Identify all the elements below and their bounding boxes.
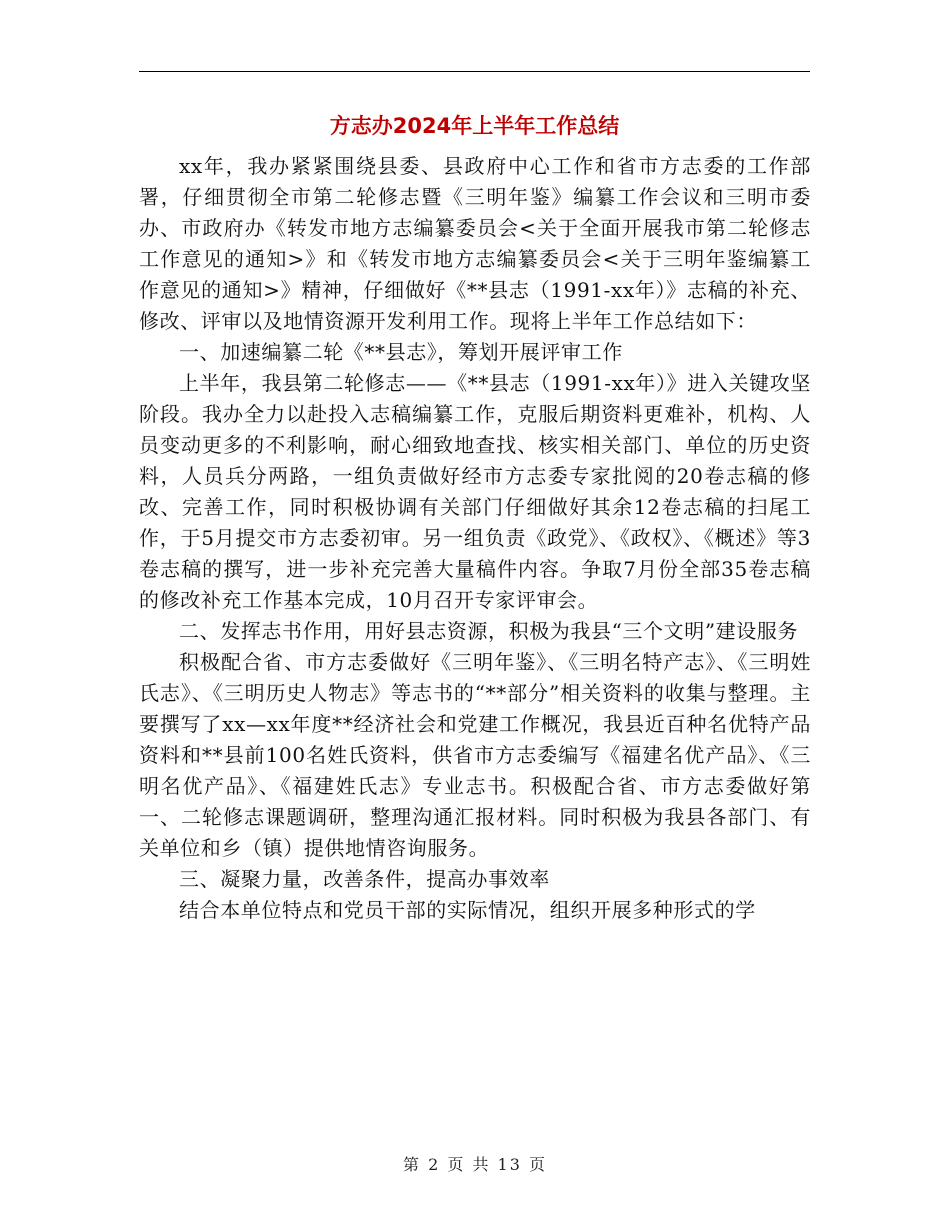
page-number: 第 2 页 共 13 页 (403, 1155, 547, 1174)
section-2-paragraph: 积极配合省、市方志委做好《三明年鉴》、《三明名特产志》、《三明姓氏志》、《三明历史人物志》等志书的“**部分”相关资料的收集与整理。主要撰写了xx—xx年度**经济社会和党建工作概况，我县近百种名优特产品资料和**县前100名姓氏资料，供省市方志委编写《福建名优产品》、《三明名优产品》、《福建姓氏志》专业志书。积极配合省、市方志委做好第一、二轮修志课题调研，整理沟通汇报材料。同时积极为我县各部门、有关单位和乡（镇）提供地情咨询服务。 (139, 650, 811, 860)
document-title: 方志办2024年上半年工作总结 (329, 114, 620, 138)
section-heading-3: 三、凝聚力量，改善条件，提高办事效率 (179, 867, 550, 891)
section-3-paragraph: 结合本单位特点和党员干部的实际情况，组织开展多种形式的学 (179, 898, 756, 922)
section-heading-2: 二、发挥志书作用，用好县志资源，积极为我县“三个文明”建设服务 (179, 619, 799, 643)
header-rule (139, 71, 810, 72)
document-body (139, 151, 811, 926)
section-1-paragraph: 上半年，我县第二轮修志——《**县志（1991-xx年）》进入关键攻坚阶段。我办全力以赴投入志稿编纂工作，克服后期资料更难补，机构、人员变动更多的不利影响，耐心细致地查找、核实相关部门、单位的历史资料，人员兵分两路，一组负责做好经市方志委专家批阅的20卷志稿的修改、完善工作，同时积极协调有关部门仔细做好其余12卷志稿的扫尾工作，于5月提交市方志委初审。另一组负责《政党》、《政权》、《概述》等3卷志稿的撰写，进一步补充完善大量稿件内容。争取7月份全部35卷志稿的修改补充工作基本完成，10月召开专家评审会。 (139, 371, 811, 612)
section-heading-1: 一、加速编纂二轮《**县志》，筹划开展评审工作 (179, 340, 623, 364)
intro-paragraph: xx年，我办紧紧围绕县委、县政府中心工作和省市方志委的工作部署，仔细贯彻全市第二轮修志暨《三明年鉴》编纂工作会议和三明市委办、市政府办《转发市地方志编纂委员会<关于全面开展我市第二轮修志工作意见的通知>》和《转发市地方志编纂委员会<关于三明年鉴编纂工作意见的通知>》精神，仔细做好《**县志（1991-xx年）》志稿的补充、修改、评审以及地情资源开发利用工作。现将上半年工作总结如下： (139, 154, 811, 333)
